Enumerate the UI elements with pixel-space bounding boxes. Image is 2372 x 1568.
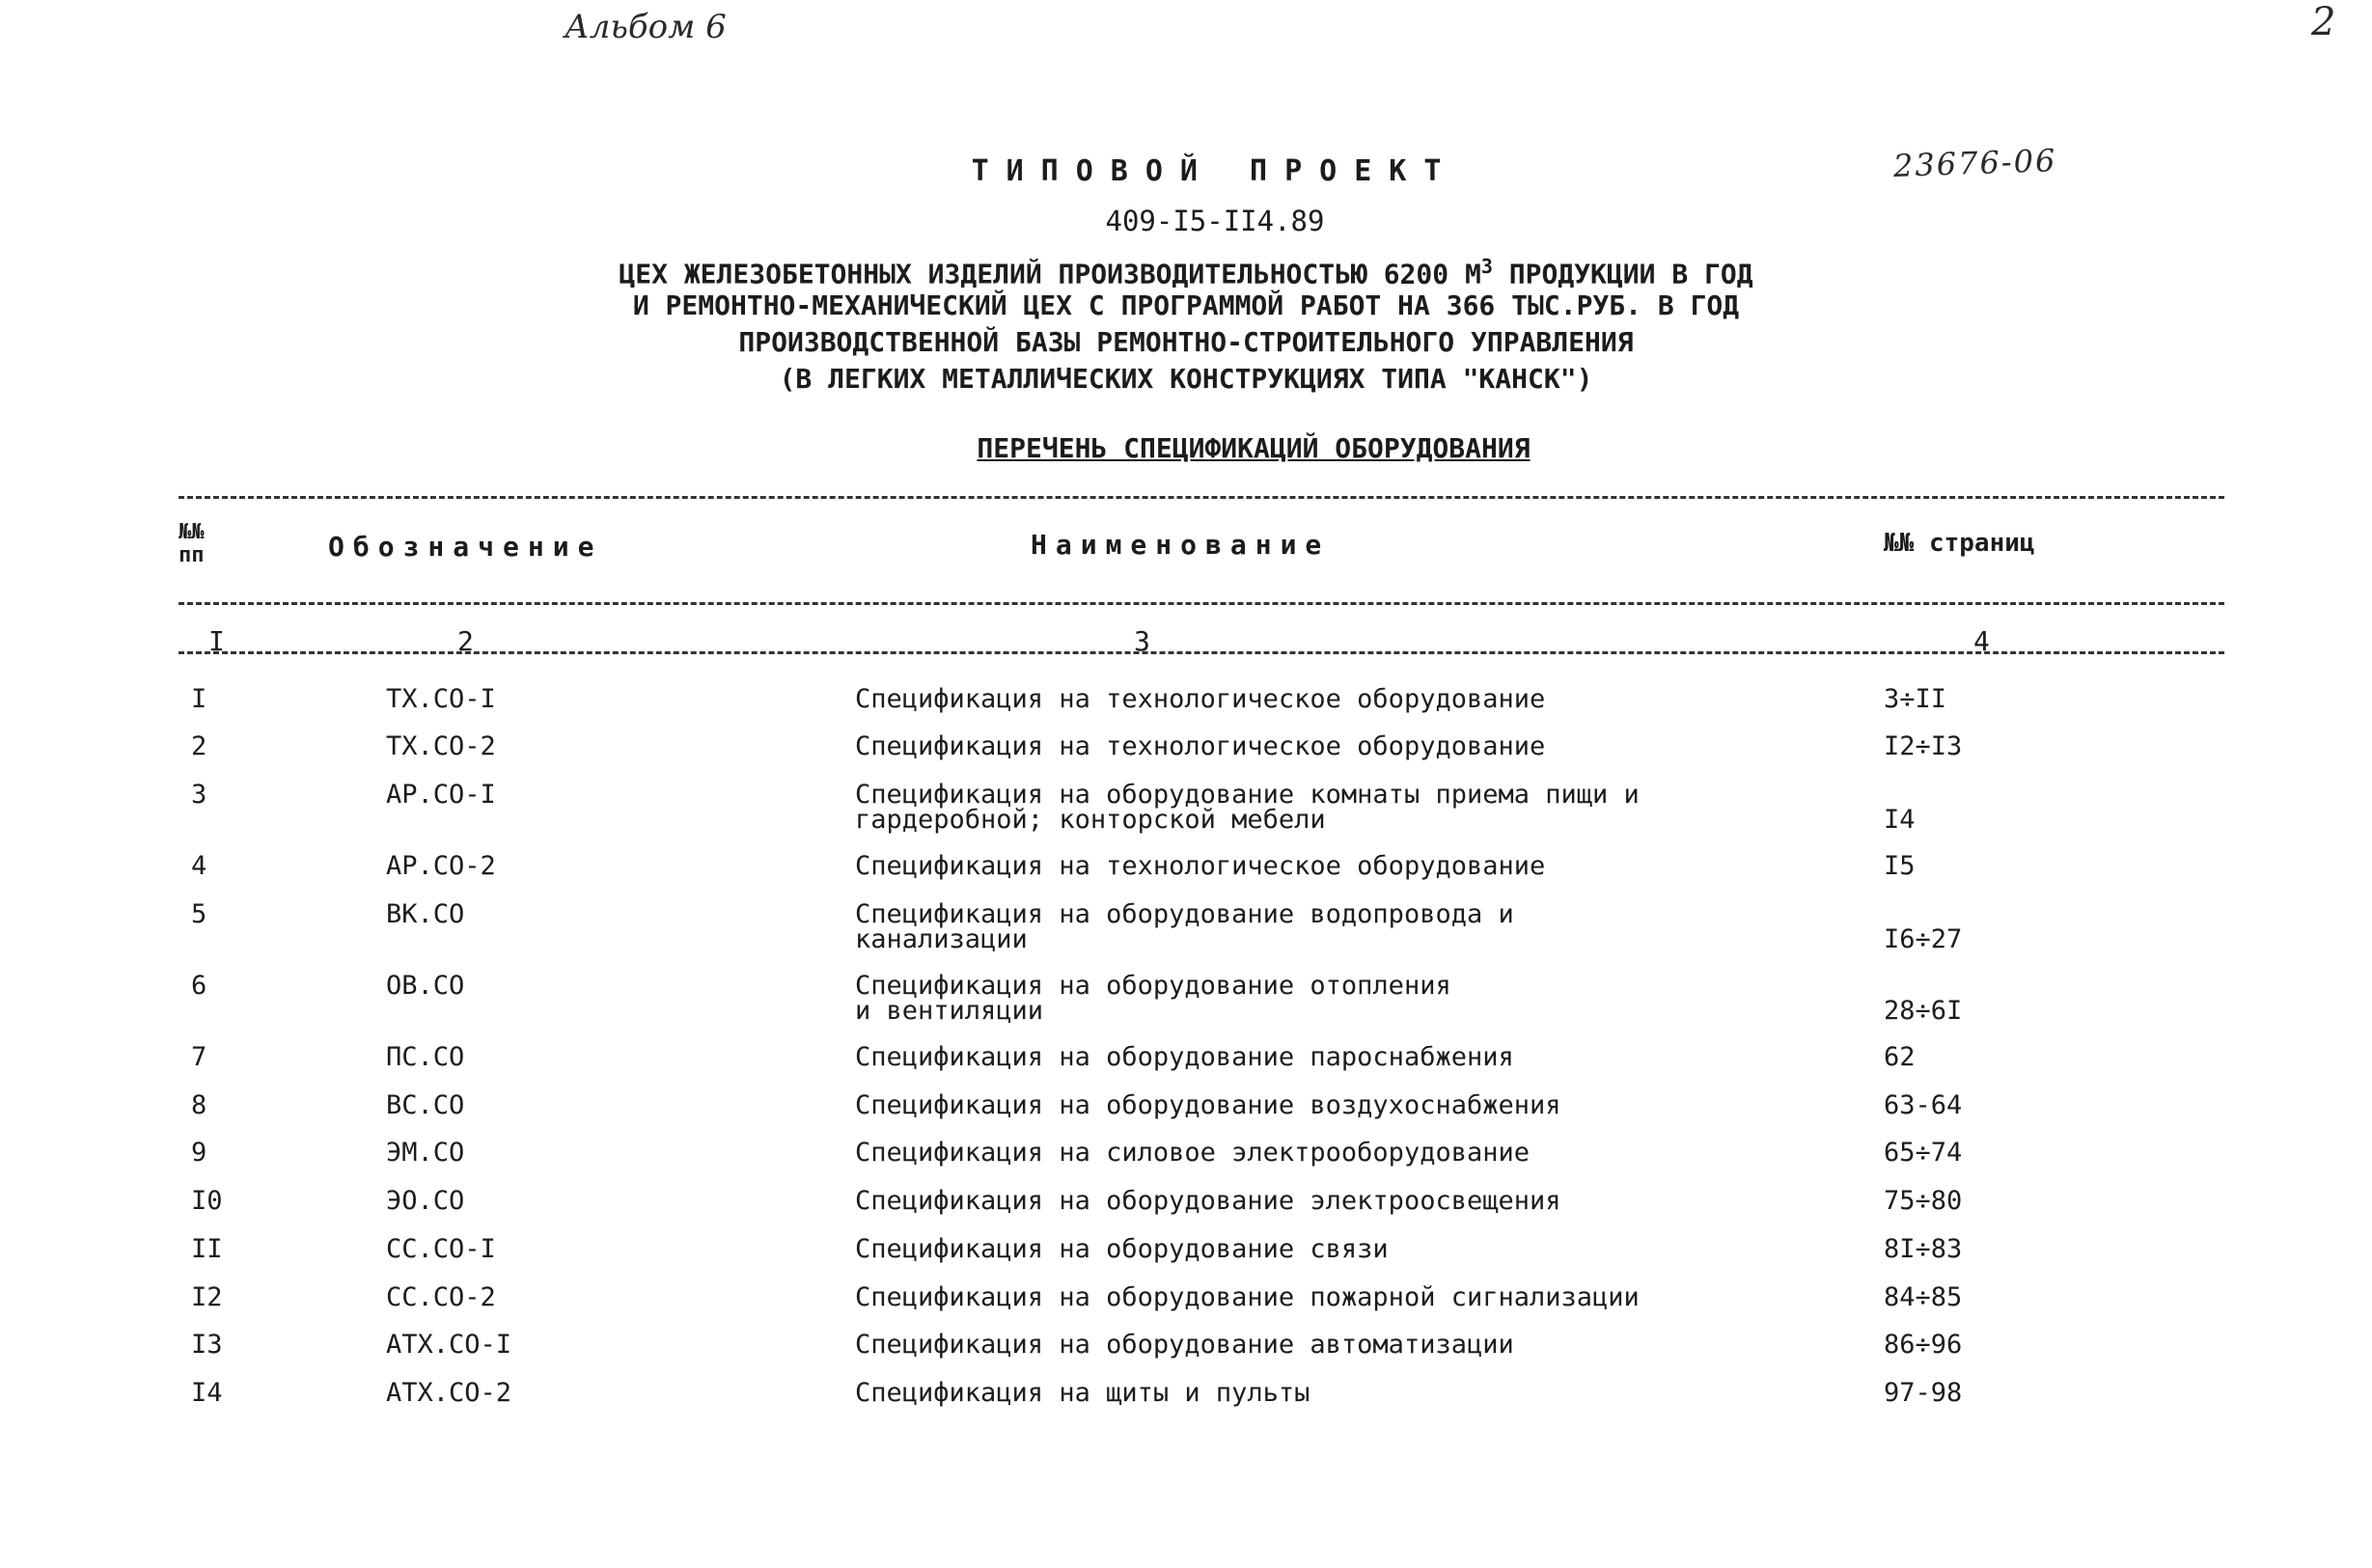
header-pages: №№ страниц [1884, 529, 2035, 558]
row-name: Спецификация на технологическое оборудование [855, 684, 1546, 714]
header-number-line-2: пп [179, 543, 205, 567]
row-pages: I4 [1884, 805, 1916, 835]
cubic-superscript: 3 [1480, 255, 1493, 278]
description-line-1-pre: ЦЕХ ЖЕЛЕЗОБЕТОННЫХ ИЗДЕЛИЙ ПРОИЗВОДИТЕЛЬНОСТЬЮ 6200 М [619, 258, 1481, 290]
header-number-line-1: №№ [179, 520, 205, 544]
description-line-1-post: ПРОДУКЦИИ В ГОД [1492, 258, 1753, 290]
row-designation: ОВ.СО [386, 971, 465, 1001]
column-number-2: 2 [457, 625, 474, 657]
album-annotation: Альбом 6 [565, 8, 727, 46]
table-top-divider [179, 496, 2224, 499]
row-number: I2 [191, 1282, 223, 1312]
row-designation: АР.СО-2 [386, 851, 496, 881]
page-number: 2 [2311, 0, 2336, 44]
row-name: Спецификация на оборудование электроосвещения [855, 1186, 1561, 1216]
row-designation: СС.СО-I [386, 1234, 496, 1264]
row-name: Спецификация на оборудование автоматизации [855, 1330, 1514, 1360]
row-name: Спецификация на оборудование воздухоснабжения [855, 1090, 1561, 1120]
row-pages: I2÷I3 [1884, 731, 1963, 761]
row-name: Спецификация на оборудование водопровода и канализации [855, 899, 1514, 954]
row-name: Спецификация на силовое электрооборудование [855, 1138, 1530, 1168]
row-pages: 62 [1884, 1042, 1916, 1072]
row-name: Спецификация на оборудование отопления и вентиляции [855, 971, 1451, 1026]
row-name: Спецификация на технологическое оборудование [855, 731, 1546, 761]
row-number: 7 [191, 1042, 207, 1072]
column-number-4: 4 [1973, 625, 1990, 657]
row-number: 8 [191, 1090, 207, 1120]
row-pages: 86÷96 [1884, 1330, 1963, 1360]
row-designation: ТХ.СО-I [386, 684, 496, 714]
row-pages: I5 [1884, 851, 1916, 881]
document-number: 23676-06 [1892, 142, 2057, 184]
row-number: 9 [191, 1138, 207, 1168]
description-line-1 [0, 249, 2372, 291]
row-designation: СС.СО-2 [386, 1282, 496, 1312]
row-designation: ЭО.СО [386, 1186, 465, 1216]
row-number: 4 [191, 851, 207, 881]
row-number: II [191, 1234, 223, 1264]
row-pages: 97-98 [1884, 1378, 1963, 1408]
list-subtitle: ПЕРЕЧЕНЬ СПЕЦИФИКАЦИЙ ОБОРУДОВАНИЯ [977, 432, 1531, 464]
row-pages: 28÷6I [1884, 996, 1963, 1026]
row-number: 5 [191, 899, 207, 929]
row-name: Спецификация на оборудование пароснабжения [855, 1042, 1514, 1072]
row-designation: ТХ.СО-2 [386, 731, 496, 761]
header-designation: Обозначение [328, 531, 603, 563]
row-designation: АР.СО-I [386, 780, 496, 810]
row-designation: ПС.СО [386, 1042, 465, 1072]
row-number: I0 [191, 1186, 223, 1216]
row-pages: I6÷27 [1884, 924, 1963, 954]
row-pages: 8I÷83 [1884, 1234, 1963, 1264]
header-divider [179, 602, 2224, 605]
row-number: 6 [191, 971, 207, 1001]
row-name: Спецификация на технологическое оборудование [855, 851, 1546, 881]
row-pages: 84÷85 [1884, 1282, 1963, 1312]
row-designation: ВК.СО [386, 899, 465, 929]
column-number-3: 3 [1134, 625, 1150, 657]
row-pages: 3÷II [1884, 684, 1947, 714]
description-line-2: И РЕМОНТНО-МЕХАНИЧЕСКИЙ ЦЕХ С ПРОГРАММОЙ РАБОТ НА 366 ТЫС.РУБ. В ГОД [632, 289, 1740, 321]
row-number: 3 [191, 780, 207, 810]
document-title: ТИПОВОЙ ПРОЕКТ [971, 154, 1459, 188]
row-number: 2 [191, 731, 207, 761]
row-number: I4 [191, 1378, 223, 1408]
row-designation: ЭМ.СО [386, 1138, 465, 1168]
column-number-divider [179, 651, 2224, 654]
description-line-4: (В ЛЕГКИХ МЕТАЛЛИЧЕСКИХ КОНСТРУКЦИЯХ ТИПА "КАНСК") [779, 363, 1593, 395]
row-number: I3 [191, 1330, 223, 1360]
row-number: I [191, 684, 207, 714]
row-pages: 63-64 [1884, 1090, 1963, 1120]
row-name: Спецификация на оборудование пожарной сигнализации [855, 1282, 1640, 1312]
row-name: Спецификация на оборудование комнаты приема пищи и гардеробной; конторской мебели [855, 780, 1640, 835]
column-number-1: I [208, 625, 225, 657]
row-designation: ВС.СО [386, 1090, 465, 1120]
row-designation: АТХ.СО-2 [386, 1378, 512, 1408]
row-name: Спецификация на оборудование связи [855, 1234, 1389, 1264]
row-name: Спецификация на щиты и пульты [855, 1378, 1310, 1408]
row-pages: 75÷80 [1884, 1186, 1963, 1216]
row-designation: АТХ.СО-I [386, 1330, 512, 1360]
header-name: Наименование [1031, 529, 1331, 561]
project-code: 409-I5-II4.89 [1105, 205, 1325, 237]
header-number [179, 521, 227, 567]
description-line-3: ПРОИЗВОДСТВЕННОЙ БАЗЫ РЕМОНТНО-СТРОИТЕЛЬНОГО УПРАВЛЕНИЯ [738, 326, 1634, 358]
row-pages: 65÷74 [1884, 1138, 1963, 1168]
